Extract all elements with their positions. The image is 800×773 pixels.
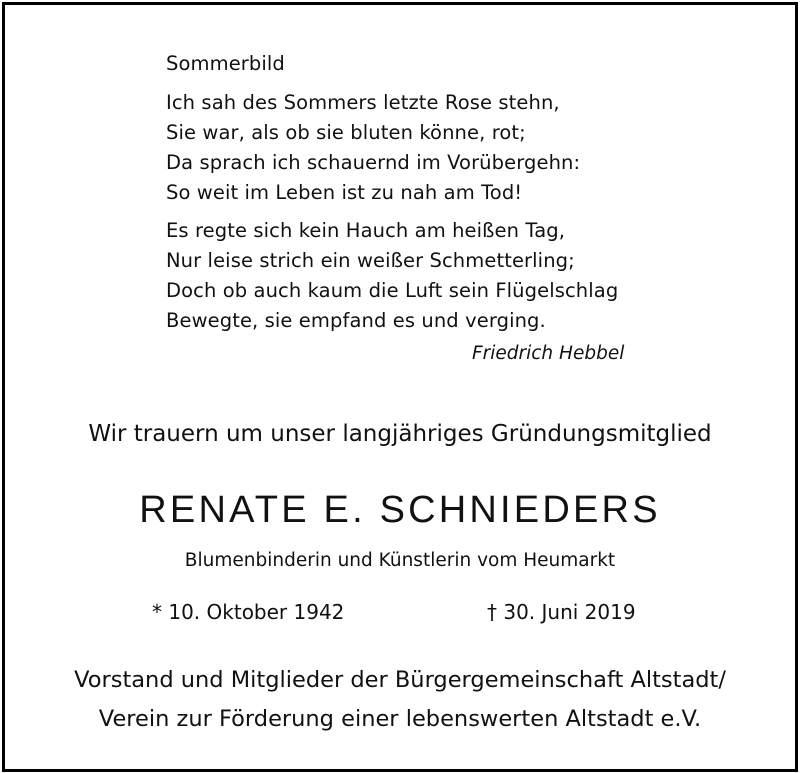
poem-author: Friedrich Hebbel [472, 343, 625, 364]
deceased-name: RENATE E. SCHNIEDERS [139, 489, 661, 531]
poem-line: Doch ob auch kaum die Luft sein Flügelschlag [166, 279, 619, 302]
poem-stanza-1 [166, 88, 686, 208]
poem-stanza-2 [166, 216, 686, 336]
poem-line: Bewegte, sie empfand es und verging. [166, 309, 546, 332]
poem-line: Ich sah des Sommers letzte Rose stehn, [166, 91, 560, 114]
signature-line-1: Vorstand und Mitglieder der Bürgergemeinschaft Altstadt/ [74, 667, 726, 693]
poem-title: Sommerbild [166, 52, 285, 75]
deceased-description: Blumenbinderin und Künstlerin vom Heumarkt [184, 550, 616, 571]
obituary-frame [2, 2, 798, 772]
poem-line: Sie war, als ob sie bluten könne, rot; [166, 121, 526, 144]
poem-line: Es regte sich kein Hauch am heißen Tag, [166, 219, 566, 242]
poem-line: So weit im Leben ist zu nah am Tod! [166, 181, 523, 204]
signature-line-2: Verein zur Förderung einer lebenswerten Altstadt e.V. [98, 706, 702, 732]
death-date: † 30. Juni 2019 [487, 600, 636, 624]
birth-date: * 10. Oktober 1942 [152, 600, 345, 624]
poem [166, 49, 686, 344]
poem-line: Nur leise strich ein weißer Schmetterling; [166, 249, 575, 272]
poem-line: Da sprach ich schauernd im Vorübergehn: [166, 151, 581, 174]
mourning-intro: Wir trauern um unser langjähriges Gründungsmitglied [88, 421, 712, 447]
